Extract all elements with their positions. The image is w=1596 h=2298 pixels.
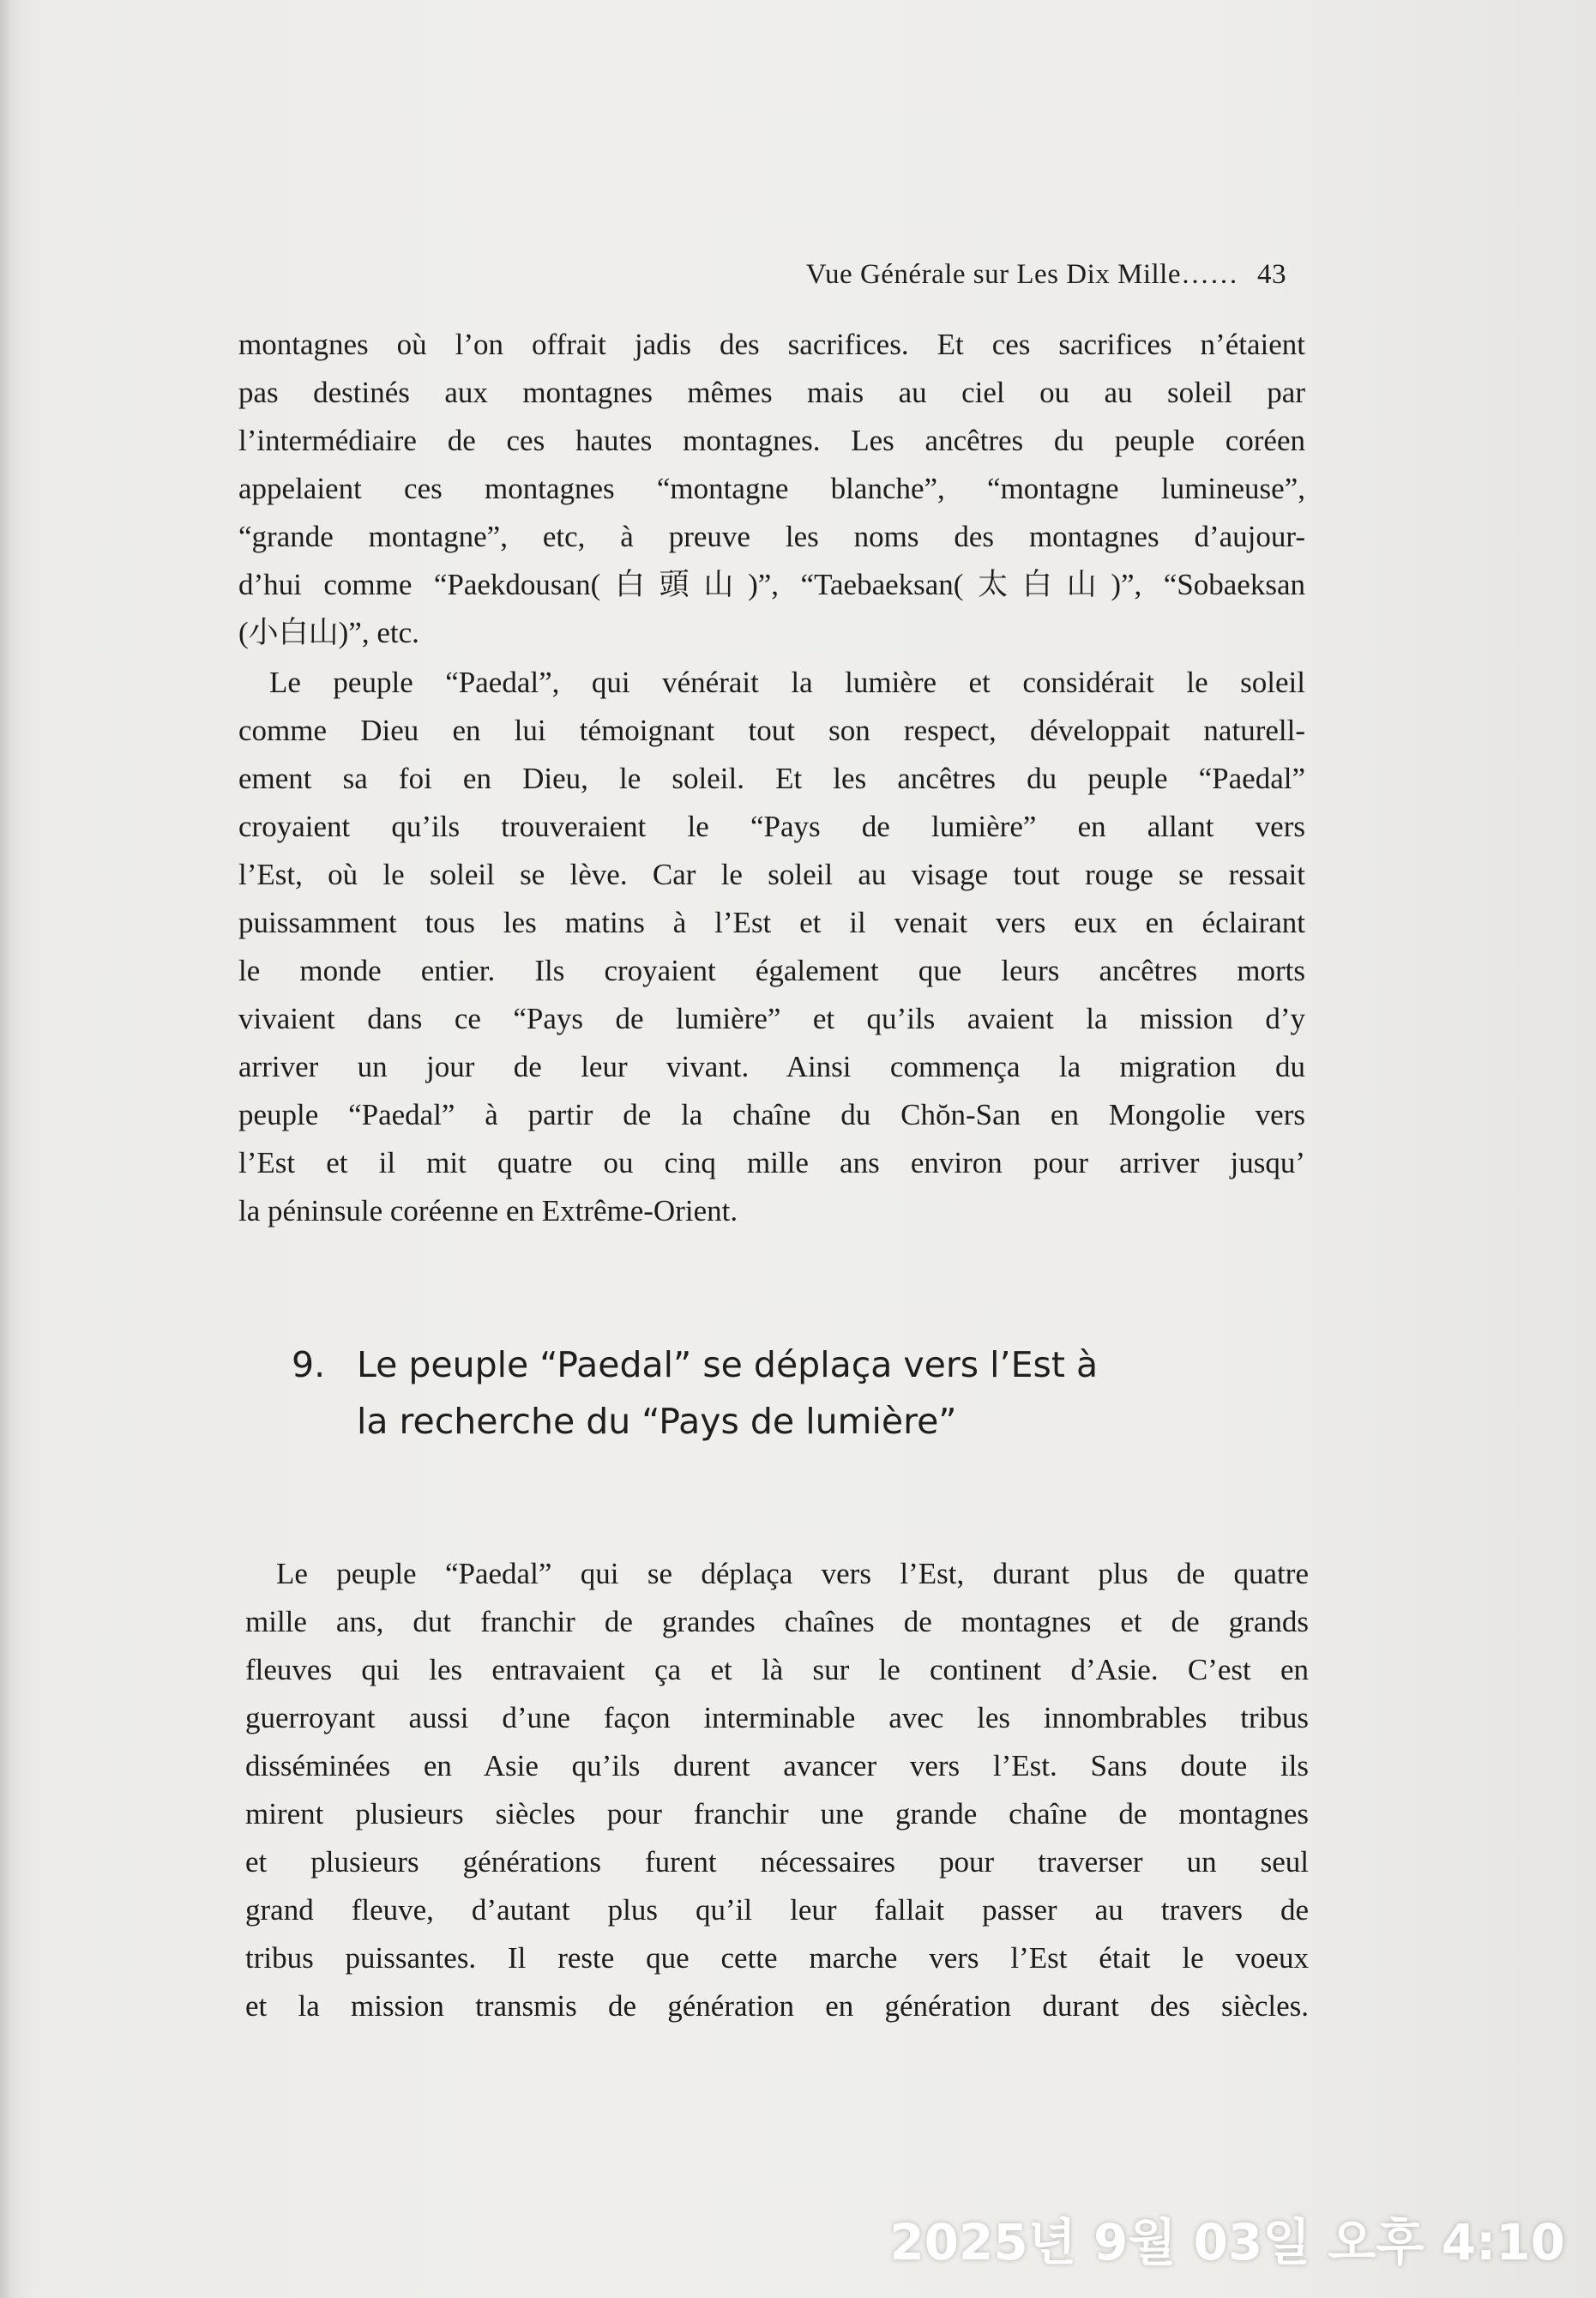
section-title-line-2: la recherche du “Pays de lumière”	[357, 1401, 957, 1442]
photo-timestamp: 2025년 9월 03일 오후 4:10	[889, 2213, 1565, 2271]
section-heading	[292, 1336, 1304, 1450]
text-line: d’hui comme “Paekdousan(白頭山)”, “Taebaeksan(太白山)”, “Sobaeksan	[238, 568, 1305, 601]
text-line: comme Dieu en lui témoignant tout son respect, développait naturell-	[238, 714, 1305, 747]
text-line: pas destinés aux montagnes mêmes mais au ciel ou au soleil par	[238, 376, 1305, 409]
text-line: l’Est et il mit quatre ou cinq mille ans environ pour arriver jusqu’	[238, 1146, 1305, 1179]
text-line: guerroyant aussi d’une façon interminable avec les innombrables tribus	[245, 1701, 1309, 1734]
text-line: disséminées en Asie qu’ils durent avancer vers l’Est. Sans doute ils	[245, 1749, 1309, 1782]
text-line: mirent plusieurs siècles pour franchir une grande chaîne de montagnes	[245, 1797, 1309, 1831]
text-line: peuple “Paedal” à partir de la chaîne du Chŏn-San en Mongolie vers	[238, 1098, 1305, 1131]
text-line: la péninsule coréenne en Extrême-Orient.	[238, 1194, 738, 1227]
text-line: grand fleuve, d’autant plus qu’il leur fallait passer au travers de	[245, 1893, 1309, 1927]
paragraph-3	[245, 1550, 1309, 2030]
section-number: 9.	[292, 1344, 326, 1385]
text-line: (小白山)”, etc.	[238, 616, 419, 649]
text-line: arriver un jour de leur vivant. Ainsi commença la migration du	[238, 1050, 1305, 1083]
section-title	[357, 1336, 1304, 1450]
section-title-line-1: Le peuple “Paedal” se déplaça vers l’Est à	[357, 1344, 1099, 1385]
text-line: puissamment tous les matins à l’Est et il venait vers eux en éclairant	[238, 906, 1305, 939]
text-line: vivaient dans ce “Pays de lumière” et qu’ils avaient la mission d’y	[238, 1002, 1305, 1035]
text-line: et plusieurs générations furent nécessaires pour traverser un seul	[245, 1845, 1309, 1879]
text-line: croyaient qu’ils trouveraient le “Pays de lumière” en allant vers	[238, 810, 1305, 843]
paragraph-2	[238, 659, 1305, 1235]
text-line: montagnes où l’on offrait jadis des sacrifices. Et ces sacrifices n’étaient	[238, 328, 1305, 361]
text-line: mille ans, dut franchir de grandes chaînes de montagnes et de grands	[245, 1605, 1309, 1638]
text-line: tribus puissantes. Il reste que cette marche vers l’Est était le voeux	[245, 1941, 1309, 1975]
text-line: et la mission transmis de génération en génération durant des siècles.	[245, 1989, 1309, 2023]
paragraph-1	[238, 321, 1305, 657]
text-line: appelaient ces montagnes “montagne blanche”, “montagne lumineuse”,	[238, 472, 1305, 505]
text-line: “grande montagne”, etc, à preuve les noms des montagnes d’aujour-	[238, 520, 1305, 553]
running-title: Vue Générale sur Les Dix Mille……	[805, 259, 1238, 290]
running-header	[738, 259, 1286, 291]
text-line: l’Est, où le soleil se lève. Car le soleil au visage tout rouge se ressait	[238, 858, 1305, 891]
text-line: fleuves qui les entravaient ça et là sur le continent d’Asie. C’est en	[245, 1653, 1309, 1686]
text-line: Le peuple “Paedal” qui se déplaça vers l’Est, durant plus de quatre	[276, 1557, 1309, 1590]
text-line: Le peuple “Paedal”, qui vénérait la lumière et considérait le soleil	[269, 666, 1305, 699]
text-line: ement sa foi en Dieu, le soleil. Et les ancêtres du peuple “Paedal”	[238, 762, 1305, 795]
text-line: l’intermédiaire de ces hautes montagnes. Les ancêtres du peuple coréen	[238, 424, 1305, 457]
page-gutter-edge	[0, 0, 12, 2298]
text-line: le monde entier. Ils croyaient également que leurs ancêtres morts	[238, 954, 1305, 987]
page-number: 43	[1257, 259, 1286, 290]
